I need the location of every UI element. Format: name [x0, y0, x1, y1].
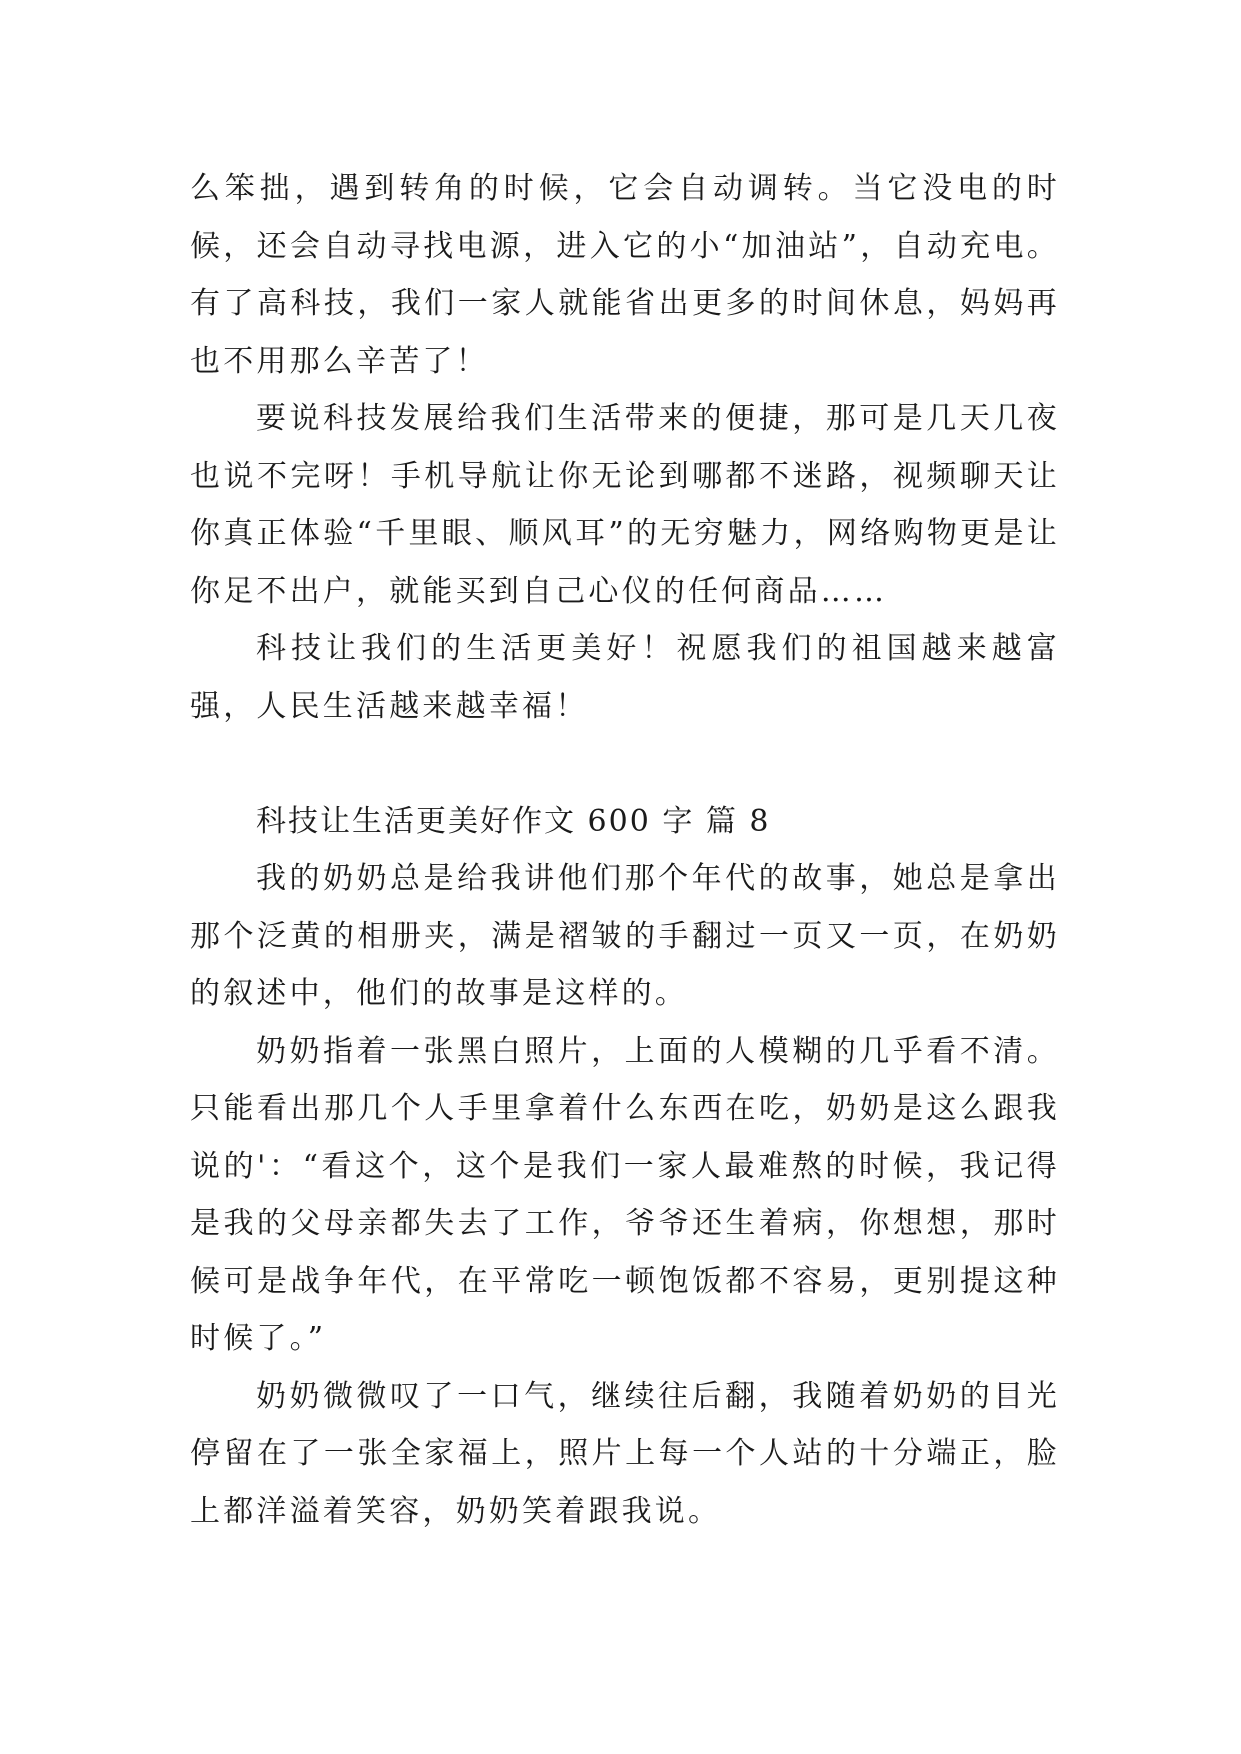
paragraph: 要说科技发展给我们生活带来的便捷，那可是几天几夜也说不完呀！手机导航让你无论到哪都不迷路，视频聊天让你真正体验“千里眼、顺风耳”的无穷魅力，网络购物更是让你足不出户，就能买到自己心仪的任何商品…… [190, 401, 1060, 609]
paragraph: 奶奶微微叹了一口气，继续往后翻，我随着奶奶的目光停留在了一张全家福上，照片上每一个人站的十分端正，脸上都洋溢着笑容，奶奶笑着跟我说。 [190, 1378, 1060, 1529]
blank-line [190, 735, 1060, 793]
document-body [190, 160, 1060, 1540]
section-heading: 科技让生活更美好作文 600 字 篇 8 [256, 803, 771, 839]
paragraph: 我的奶奶总是给我讲他们那个年代的故事，她总是拿出那个泛黄的相册夹，满是褶皱的手翻过一页又一页，在奶奶的叙述中，他们的故事是这样的。 [190, 861, 1060, 1011]
paragraph: 么笨拙，遇到转角的时候，它会自动调转。当它没电的时候，还会自动寻找电源，进入它的小“加油站”，自动充电。有了高科技，我们一家人就能省出更多的时间休息，妈妈再也不用那么辛苦了！ [190, 171, 1060, 379]
paragraph: 奶奶指着一张黑白照片，上面的人模糊的几乎看不清。只能看出那几个人手里拿着什么东西在吃，奶奶是这么跟我说的'：“看这个，这个是我们一家人最难熬的时候，我记得是我的父母亲都失去了工作，爷爷还生着病，你想想，那时候可是战争年代，在平常吃一顿饱饭都不容易，更别提这种时候了。” [190, 1033, 1060, 1356]
paragraph: 科技让我们的生活更美好！祝愿我们的祖国越来越富强，人民生活越来越幸福！ [190, 631, 1060, 724]
